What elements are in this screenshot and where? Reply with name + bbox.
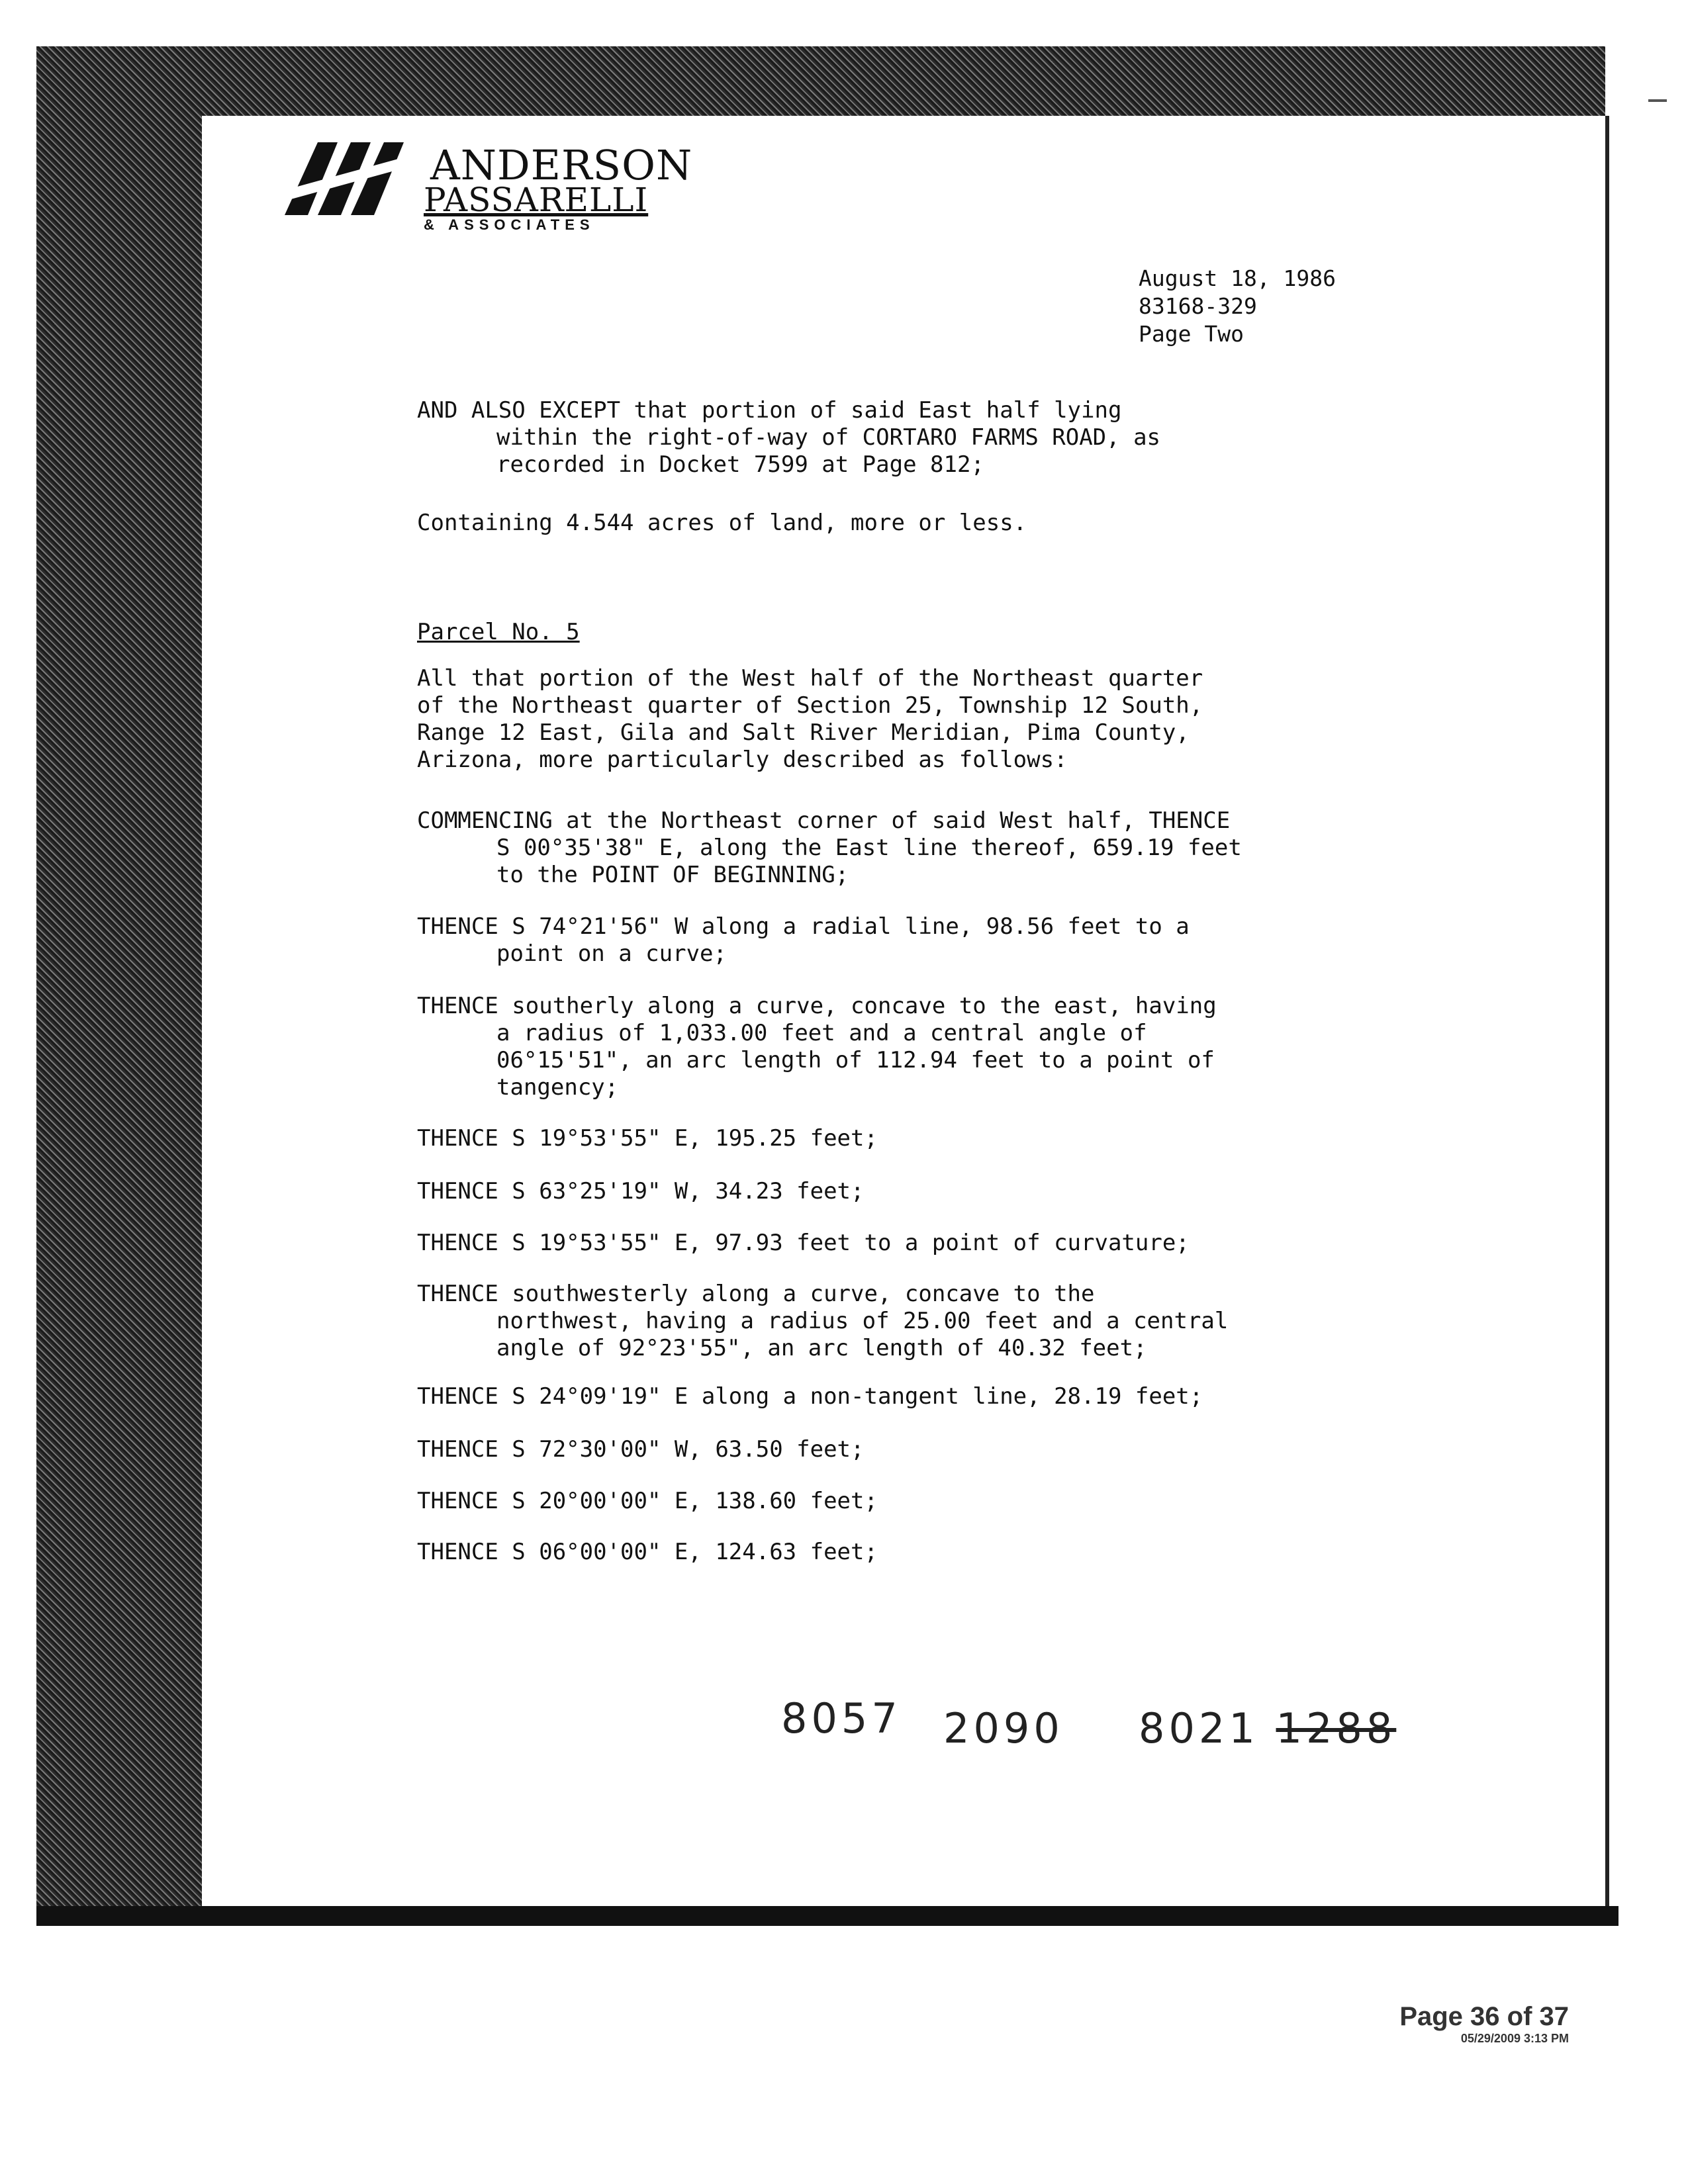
paragraph-course-9: THENCE S 20°00'00" E, 138.60 feet; — [417, 1488, 878, 1514]
paragraph-commencing — [417, 807, 1390, 889]
logo-mark-icon — [278, 129, 424, 228]
paragraph-course-2 — [417, 993, 1390, 1101]
letter-page: Page Two — [1139, 321, 1244, 347]
text-line: tangency; — [496, 1074, 619, 1101]
logo-name-passarelli: PASSARELLI — [424, 181, 649, 219]
docket-stamp-2 — [1139, 1704, 1396, 1752]
text-line: point on a curve; — [496, 940, 727, 967]
docket-stamp-1: 8057 — [781, 1694, 902, 1743]
letter-header — [1139, 265, 1336, 348]
text-line: COMMENCING at the Northeast corner of said West half, THENCE — [417, 807, 1231, 834]
text-line: Range 12 East, Gila and Salt River Meridian, Pima County, — [417, 719, 1190, 746]
text-line: a radius of 1,033.00 feet and a central angle of — [496, 1020, 1147, 1046]
letter-date: August 18, 1986 — [1139, 265, 1336, 291]
bottom-scan-rule — [36, 1906, 1618, 1926]
text-line: northwest, having a radius of 25.00 feet and a central — [496, 1308, 1229, 1334]
paragraph-course-5: THENCE S 19°53'55" E, 97.93 feet to a point of curvature; — [417, 1230, 1190, 1256]
paragraph-course-6 — [417, 1281, 1390, 1362]
parcel-title: Parcel No. 5 — [417, 619, 580, 645]
stamp-page-number-struck: 1288 — [1276, 1704, 1397, 1752]
text-line: S 00°35'38" E, along the East line thereof, 659.19 feet — [496, 835, 1242, 861]
letter-reference: 83168-329 — [1139, 293, 1257, 319]
margin-mark — [1648, 99, 1667, 102]
paragraph-course-10: THENCE S 06°00'00" E, 124.63 feet; — [417, 1539, 878, 1565]
text-line: AND ALSO EXCEPT that portion of said East half lying — [417, 397, 1122, 424]
paragraph-course-1 — [417, 913, 1390, 968]
text-line: within the right-of-way of CORTARO FARMS ROAD, as — [496, 424, 1161, 451]
text-line: THENCE S 74°21'56" W along a radial line, 98.56 feet to a — [417, 913, 1190, 940]
text-line: to the POINT OF BEGINNING; — [496, 862, 849, 888]
text-line: 06°15'51", an arc length of 112.94 feet to a point of — [496, 1047, 1215, 1073]
text-line: THENCE southwesterly along a curve, concave to the — [417, 1281, 1095, 1307]
stamp-docket-number: 8021 — [1139, 1704, 1259, 1752]
text-line: of the Northeast quarter of Section 25, Township 12 South, — [417, 692, 1203, 719]
paragraph-acreage: Containing 4.544 acres of land, more or less. — [417, 510, 1027, 536]
paragraph-course-3: THENCE S 19°53'55" E, 195.25 feet; — [417, 1125, 878, 1152]
scan-border — [36, 46, 1605, 1926]
page-footer — [1399, 2002, 1569, 2046]
company-logo — [278, 129, 693, 233]
text-line: recorded in Docket 7599 at Page 812; — [496, 451, 984, 478]
paragraph-course-8: THENCE S 72°30'00" W, 63.50 feet; — [417, 1436, 865, 1463]
logo-name-anderson: ANDERSON — [430, 141, 693, 189]
page-count: Page 36 of 37 — [1399, 2002, 1569, 2031]
text-line: Arizona, more particularly described as follows: — [417, 747, 1068, 773]
print-timestamp: 05/29/2009 3:13 PM — [1460, 2032, 1569, 2045]
paragraph-course-7: THENCE S 24°09'19" E along a non-tangent line, 28.19 feet; — [417, 1383, 1203, 1410]
paragraph-except — [417, 397, 1390, 478]
page-stamp-1: 2090 — [943, 1704, 1064, 1752]
paragraph-parcel-description — [417, 665, 1390, 774]
paragraph-course-4: THENCE S 63°25'19" W, 34.23 feet; — [417, 1178, 865, 1205]
text-line: All that portion of the West half of the Northeast quarter — [417, 665, 1203, 692]
logo-name-associates: & ASSOCIATES — [424, 216, 595, 233]
text-line: THENCE southerly along a curve, concave to the east, having — [417, 993, 1217, 1019]
text-line: angle of 92°23'55", an arc length of 40.32 feet; — [496, 1335, 1147, 1361]
